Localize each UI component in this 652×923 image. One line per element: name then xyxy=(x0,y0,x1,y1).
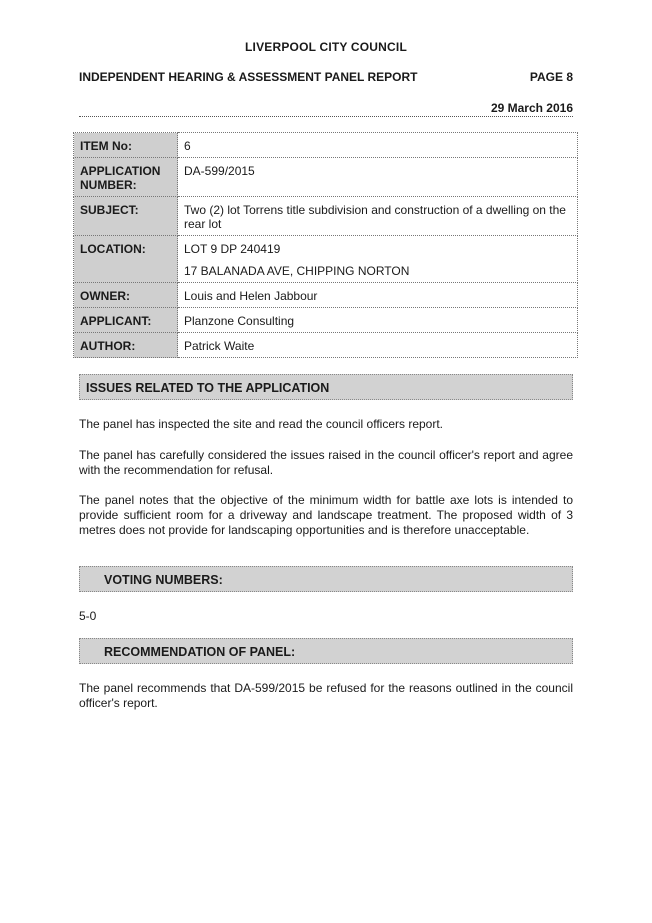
table-row xyxy=(74,158,578,197)
application-number-label: APPLICATION NUMBER: xyxy=(74,158,178,197)
voting-heading: VOTING NUMBERS: xyxy=(79,566,573,592)
item-no-value: 6 xyxy=(178,133,578,158)
council-name: LIVERPOOL CITY COUNCIL xyxy=(245,40,407,54)
table-row xyxy=(74,308,578,333)
location-address: 17 BALANADA AVE, CHIPPING NORTON xyxy=(184,264,410,278)
application-details-table xyxy=(73,132,578,358)
page-number: PAGE 8 xyxy=(529,70,573,84)
report-title: INDEPENDENT HEARING & ASSESSMENT PANEL REPORT xyxy=(79,70,418,84)
owner-label: OWNER: xyxy=(74,283,178,308)
recommendation-heading: RECOMMENDATION OF PANEL: xyxy=(79,638,573,664)
author-value: Patrick Waite xyxy=(178,333,578,358)
issues-paragraph-2: The panel has carefully considered the issues raised in the council officer's report and agree with the recommendation for refusal. xyxy=(79,448,573,477)
header-divider xyxy=(79,116,573,117)
table-row xyxy=(74,133,578,158)
location-value xyxy=(178,236,578,283)
subject-label: SUBJECT: xyxy=(74,197,178,236)
subject-value: Two (2) lot Torrens title subdivision and construction of a dwelling on the rear lot xyxy=(178,197,578,236)
voting-result: 5-0 xyxy=(79,609,97,623)
issues-heading: ISSUES RELATED TO THE APPLICATION xyxy=(79,374,573,400)
table-row xyxy=(74,333,578,358)
table-row xyxy=(74,236,578,283)
owner-value: Louis and Helen Jabbour xyxy=(178,283,578,308)
applicant-label: APPLICANT: xyxy=(74,308,178,333)
application-number-value: DA-599/2015 xyxy=(178,158,578,197)
location-lot: LOT 9 DP 240419 xyxy=(184,242,281,256)
issues-paragraph-1: The panel has inspected the site and read the council officers report. xyxy=(79,417,444,431)
item-no-label: ITEM No: xyxy=(74,133,178,158)
issues-paragraph-3: The panel notes that the objective of the minimum width for battle axe lots is intended to provide sufficient room for a driveway and landscape treatment. The proposed width of 3 metres does not provide for landscaping opportunities and is therefore unacceptable. xyxy=(79,493,573,537)
table-row xyxy=(74,283,578,308)
recommendation-text: The panel recommends that DA-599/2015 be refused for the reasons outlined in the council officer's report. xyxy=(79,681,573,710)
author-label: AUTHOR: xyxy=(74,333,178,358)
table-row xyxy=(74,197,578,236)
report-date: 29 March 2016 xyxy=(490,101,573,115)
applicant-value: Planzone Consulting xyxy=(178,308,578,333)
location-label: LOCATION: xyxy=(74,236,178,283)
